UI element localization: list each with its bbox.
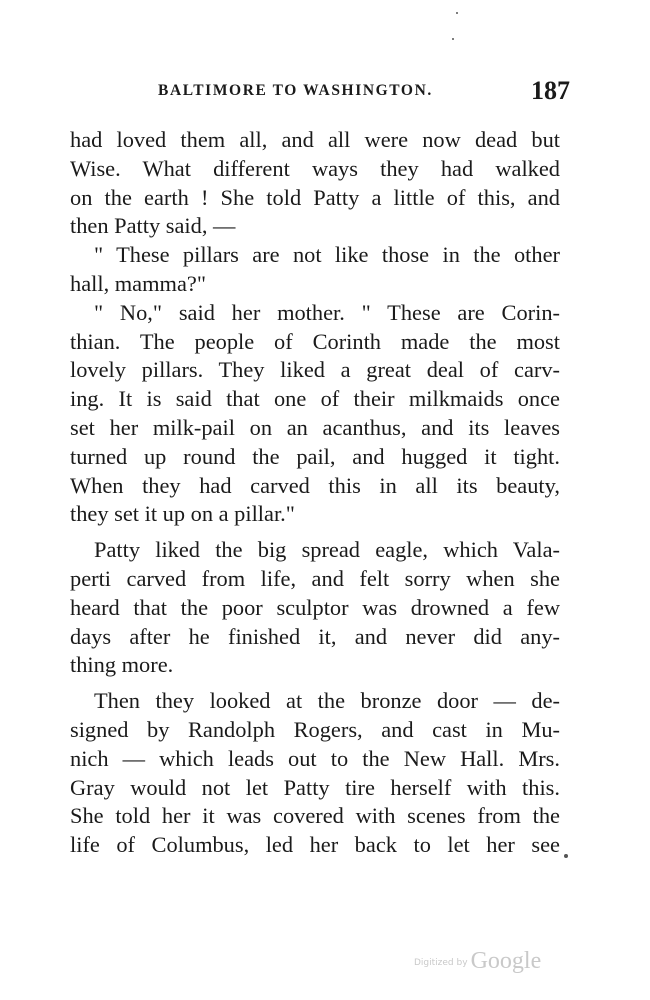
text-line: turned up round the pail, and hugged it tight. [70,443,560,469]
text-line: ing. It is said that one of their milkmaids once [70,386,560,412]
text-line: then Patty said, — [70,213,236,239]
google-logo: Google [470,948,542,974]
text-line: days after he finished it, and never did any- [70,623,560,649]
text-line: thing more. [70,652,174,678]
watermark-prefix: Digitized by [414,958,468,968]
text-line: " No," said her mother. " These are Corin- [94,299,560,325]
google-watermark [414,948,541,975]
text-line: they set it up on a pillar." [70,501,295,527]
text-line: " These pillars are not like those in the other [94,242,560,268]
text-line: perti carved from life, and felt sorry when she [70,565,560,591]
text-line: heard that the poor sculptor was drowned a few [70,594,560,620]
text-line: Wise. What different ways they had walked [70,155,560,181]
scan-speck [452,38,454,40]
running-head [70,78,570,108]
text-line: When they had carved this in all its beauty, [70,472,560,498]
text-line: set her milk-pail on an acanthus, and its leaves [70,414,560,440]
text-line: hall, mamma?" [70,270,206,296]
text-line: Then they looked at the bronze door — de- [94,688,560,714]
running-title: BALTIMORE TO WASHINGTON. [158,82,433,99]
text-line: had loved them all, and all were now dead but [70,127,560,152]
page-number: 187 [531,76,570,105]
text-line: on the earth ! She told Patty a little of this, and [70,184,560,210]
text-line: She told her it was covered with scenes from the [70,803,560,829]
text-line: lovely pillars. They liked a great deal of carv- [70,357,560,383]
body-text [70,126,560,860]
text-line: signed by Randolph Rogers, and cast in Mu- [70,716,560,742]
text-line: thian. The people of Corinth made the most [70,328,560,354]
text-line: nich — which leads out to the New Hall. Mrs. [70,745,560,771]
scan-speck [456,12,458,14]
scan-speck [564,854,568,858]
text-line: Gray would not let Patty tire herself with this. [70,774,560,800]
text-line: Patty liked the big spread eagle, which Vala- [94,537,560,563]
text-line: life of Columbus, led her back to let her see [70,832,560,858]
